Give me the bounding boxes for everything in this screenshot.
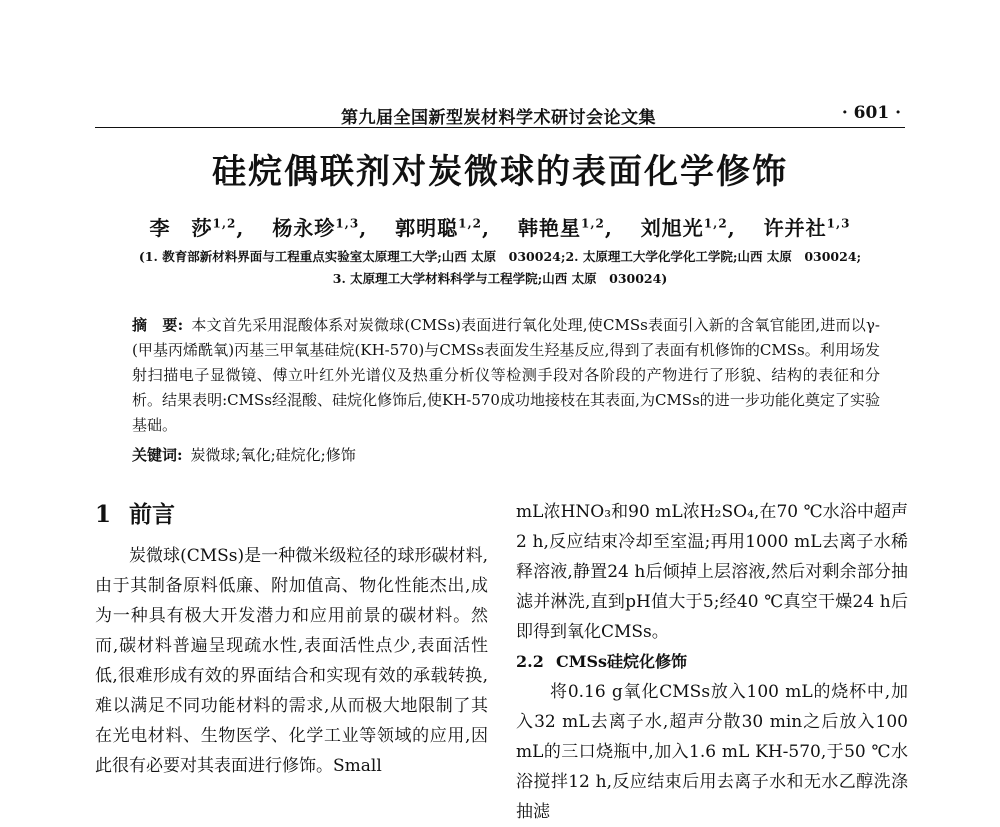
author: 杨永珍$^{1,3}$, xyxy=(272,216,368,240)
section-number: 1 xyxy=(95,501,112,528)
page-number: · 601 · xyxy=(841,103,901,123)
affiliation-line-1: (1. 教育部新材料界面与工程重点实验室太原理工大学;山西 太原 030024;2. 太原理工大学化学化工学院;山西 太原 030024; xyxy=(138,249,862,264)
subsection-title: CMSs硅烷化修饰 xyxy=(556,652,688,671)
author-name: 杨永珍 xyxy=(272,216,336,240)
author-affiliation-mark: 1,2 xyxy=(580,216,605,231)
author xyxy=(764,212,851,241)
author: 刘旭光$^{1,2}$, xyxy=(640,216,736,240)
silanization-paragraph: 将0.16 g氧化CMSs放入100 mL的烧杯中,加入32 mL去离子水,超声分散30 min之后放入100 mL的三口烧瓶中,加入1.6 mL KH-570,于50 ℃水浴搅拌12 h,反应结束后用去离子水和无水乙醇洗涤抽滤 xyxy=(516,682,908,822)
author: 郭明聪$^{1,2}$, xyxy=(395,216,490,240)
author-affiliation-mark: 1,2 xyxy=(458,216,483,231)
section-heading xyxy=(95,497,488,533)
author: 韩艳星$^{1,2}$, xyxy=(517,216,613,240)
keywords-label: 关键词: xyxy=(132,446,183,464)
author-affiliation-mark: 1,2 xyxy=(212,216,237,231)
keywords xyxy=(132,443,880,468)
intro-paragraph: 炭微球(CMSs)是一种微米级粒径的球形碳材料,由于其制备原料低廉、附加值高、物化性能杰出,成为一种具有极大开发潜力和应用前景的碳材料。然而,碳材料普遍呈现疏水性,表面活性点少,表面活性低,很难形成有效的界面结合和实现有效的承载转换,难以满足不同功能材料的需求,从而极大地限制了其在光电材料、生物医学、化学工业等领域的应用,因此很有必要对其表面进行修饰。Small xyxy=(95,546,488,776)
left-column xyxy=(95,497,488,781)
method-paragraph: mL浓HNO₃和90 mL浓H₂SO₄,在70 ℃水浴中超声2 h,反应结束冷却至室温;再用1000 mL去离子水稀释溶液,静置24 h后倾掉上层溶液,然后对剩余部分抽滤并淋洗,直到pH值大于5;经40 ℃真空干燥24 h后即得到氧化CMSs。 xyxy=(516,502,908,642)
author-affiliation-mark: 1,3 xyxy=(335,216,360,231)
right-column xyxy=(516,497,908,827)
abstract-label: 摘 要: xyxy=(132,316,184,334)
subsection-number: 2.2 xyxy=(516,652,544,671)
keywords-text: 炭微球;氧化;硅烷化;修饰 xyxy=(190,446,356,464)
paper-title: 硅烷偶联剂对炭微球的表面化学修饰 xyxy=(212,152,788,192)
author-name: 许并社 xyxy=(763,216,827,240)
author-affiliation-mark: 1,3 xyxy=(826,216,851,231)
journal-name: 第九届全国新型炭材料学术研讨会论文集 xyxy=(341,108,656,128)
author-name: 李 莎 xyxy=(149,216,213,240)
section-title: 前言 xyxy=(129,501,175,528)
subsection-heading xyxy=(516,647,908,677)
abstract-text: 本文首先采用混酸体系对炭微球(CMSs)表面进行氧化处理,使CMSs表面引入新的含氧官能团,进而以γ-(甲基丙烯酰氧)丙基三甲氧基硅烷(KH-570)与CMSs表面发生羟基反应,得到了表面有机修饰的CMSs。利用场发射扫描电子显微镜、傅立叶红外光谱仪及热重分析仪等检测手段对各阶段的产物进行了形貌、结构的表征和分析。结果表明:CMSs经混酸、硅烷化修饰后,使KH-570成功地接枝在其表面,为CMSs的进一步功能化奠定了实验基础。 xyxy=(132,316,880,434)
running-header xyxy=(95,101,905,128)
author-affiliation-mark: 1,2 xyxy=(703,216,728,231)
author-name: 刘旭光 xyxy=(640,216,704,240)
author: 李 莎$^{1,2}$, xyxy=(149,216,245,240)
author-list xyxy=(0,212,1000,241)
affiliation-line-2: 3. 太原理工大学材料科学与工程学院;山西 太原 030024) xyxy=(332,271,668,286)
abstract xyxy=(132,313,880,438)
author-name: 郭明聪 xyxy=(395,216,459,240)
author-name: 韩艳星 xyxy=(517,216,581,240)
